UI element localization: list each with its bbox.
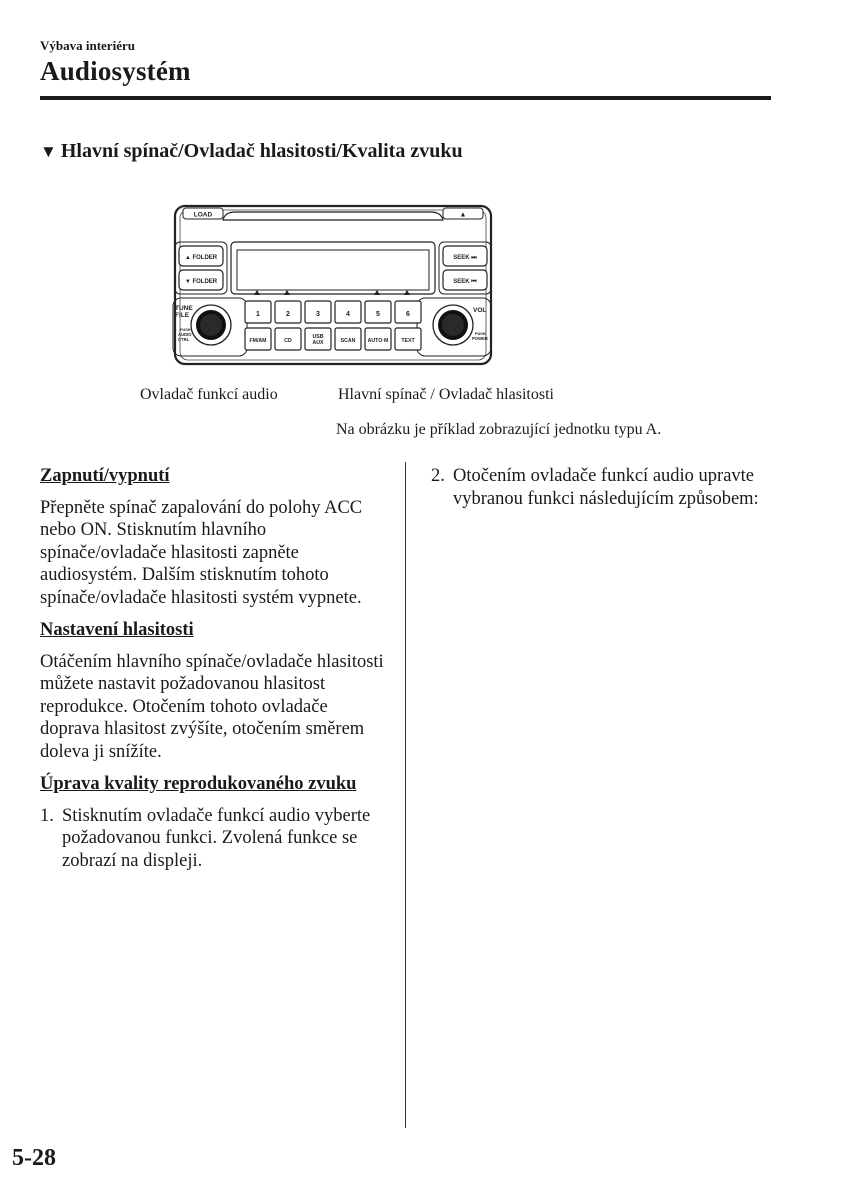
audio-label: AUDIO — [178, 332, 192, 337]
preset-label: 6 — [406, 311, 410, 318]
seek-down-label: SEEK ⏮ — [453, 279, 477, 285]
ctrl-label: CTRL — [178, 337, 190, 342]
display-screen — [237, 250, 429, 290]
paragraph-on-off: Přepněte spínač zapalování do polohy ACC nebo ON. Stisknutím hlavního spínače/ovladače hlasitosti zapněte audiosystém. Dalším stisknutím tohoto spínače/ovladače hlasitosti systém vypnete. — [40, 497, 363, 608]
push-label-right: PUSH — [475, 332, 486, 336]
folder-down-label: ▼ FOLDER — [184, 279, 218, 285]
preset-label: 3 — [316, 311, 320, 318]
subheading — [40, 140, 463, 163]
power-label: POWER — [472, 336, 488, 341]
title-rule — [40, 96, 771, 100]
column-divider — [405, 462, 406, 1128]
list-item — [431, 465, 776, 510]
list-item — [40, 805, 385, 873]
left-column — [40, 465, 385, 882]
heading-volume: Nastavení hlasitosti — [40, 620, 194, 640]
page-title: Audiosystém — [40, 56, 191, 86]
usb-aux-label: AUX — [312, 340, 324, 346]
section-label: Výbava interiéru — [40, 38, 135, 53]
list-item-number: 1. — [40, 805, 54, 826]
cd-label: CD — [284, 338, 292, 344]
seek-up-label: SEEK ⏭ — [453, 255, 477, 261]
preset-label: 2 — [286, 311, 290, 318]
scan-label: SCAN — [340, 338, 356, 344]
usb-aux-label: USB — [312, 334, 324, 340]
right-column — [431, 465, 776, 520]
caption-main-switch: Hlavní spínač / Ovladač hlasitosti — [338, 386, 554, 403]
paragraph-volume: Otáčením hlavního spínače/ovladače hlasitosti můžete nastavit požadovanou hlasitost reprodukce. Otočením tohoto ovladače doprava hlasitost zvýšíte, otočením směrem doleva ji snížíte. — [40, 651, 384, 762]
list-item-number: 2. — [431, 466, 445, 486]
caption-audio-control: Ovladač funkcí audio — [140, 386, 278, 403]
fm-am-label: FM/AM — [249, 338, 267, 344]
folder-up-label: ▲ FOLDER — [184, 255, 218, 261]
preset-label: 1 — [256, 311, 260, 318]
list-item-text: Stisknutím ovladače funkcí audio vyberte požadovanou funkci. Zvolená funkce se zobrazí na displeji. — [62, 805, 371, 871]
load-label: LOAD — [193, 211, 213, 219]
triangle-marker-icon: ▼ — [40, 142, 57, 161]
subheading-text: Hlavní spínač/Ovladač hlasitosti/Kvalita zvuku — [60, 140, 463, 162]
caption-note: Na obrázku je příklad zobrazující jednotku typu A. — [336, 421, 662, 438]
audio-unit-illustration — [165, 198, 505, 374]
vol-label: VOL — [473, 307, 487, 314]
eject-icon: ▲ — [459, 211, 467, 219]
heading-sound-quality: Úprava kvality reprodukovaného zvuku — [40, 774, 357, 794]
file-label: FILE — [175, 312, 190, 319]
page-number: 5-28 — [12, 1145, 56, 1171]
auto-m-label: AUTO·M — [367, 338, 389, 344]
preset-label: 5 — [376, 311, 380, 318]
preset-label: 4 — [346, 311, 350, 318]
text-label: TEXT — [401, 338, 415, 344]
list-item-text: Otočením ovladače funkcí audio upravte vybranou funkci následujícím způsobem: — [453, 466, 759, 509]
heading-on-off: Zapnutí/vypnutí — [40, 466, 170, 486]
tune-label: TUNE — [175, 305, 193, 312]
push-label-left: PUSH — [180, 328, 191, 332]
